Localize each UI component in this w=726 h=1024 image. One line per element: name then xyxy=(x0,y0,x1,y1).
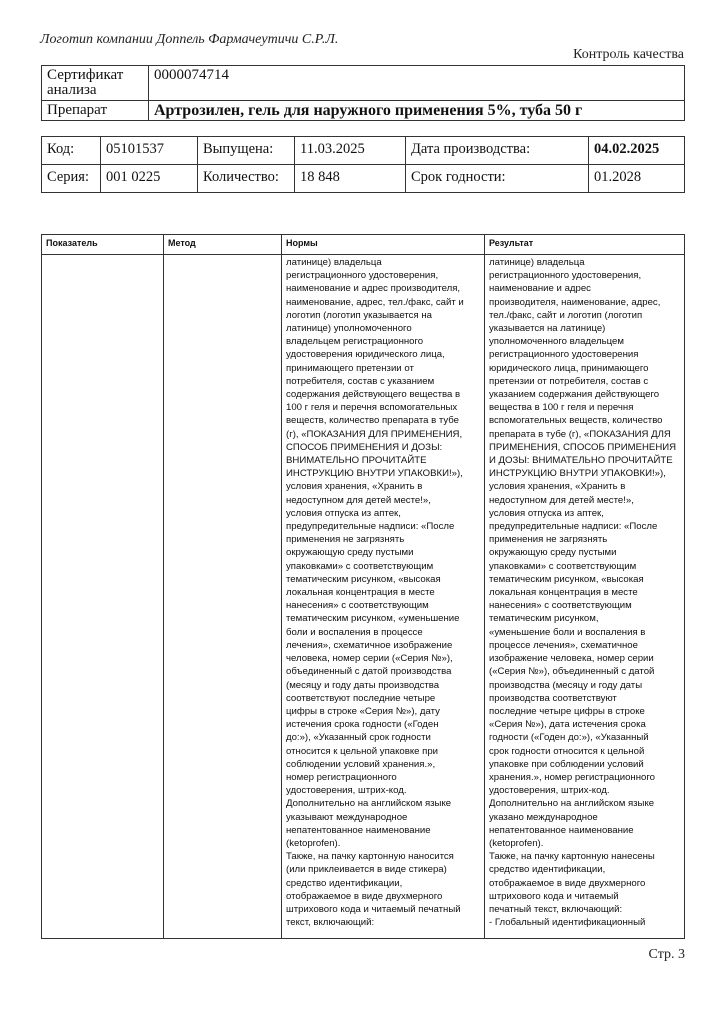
quality-control-label: Контроль качества xyxy=(573,47,684,62)
header-method: Метод xyxy=(164,235,282,255)
header-norms: Нормы xyxy=(282,235,485,255)
certificate-row xyxy=(42,66,685,101)
batch-info-table xyxy=(41,136,685,193)
quantity-value: 18 848 xyxy=(295,165,406,193)
certificate-number: 0000074714 xyxy=(149,66,685,101)
analysis-table xyxy=(41,234,685,939)
norms-cell: латиницe) владельца регистрационного удостоверения, наименование и адрес производителя, наименование, адрес, тел./факс, сайт и логотип (логотип указывается на латинице) уполномоченного владельцем регистрационного удостоверения юридического лица, принимающего претензии от потребителя, состав с указанием содержания действующего вещества в 100 г геля и перечня вспомогательных веществ, количество препарата в тубе (г), «ПОКАЗАНИЯ ДЛЯ ПРИМЕНЕНИЯ, СПОСОБ ПРИМЕНЕНИЯ И ДОЗЫ: ВНИМАТЕЛЬНО ПРОЧИТАЙТЕ ИНСТРУКЦИЮ ВНУТРИ УПАКОВКИ!»), условия хранения, «Хранить в недоступном для детей месте!», условия отпуска из аптек, предупредительные надписи: «После применения не загрязнять окружающую среду пустыми упаковками» с соответствующим тематическим рисунком, «высокая локальная концентрация в месте нанесения» с соответствующим тематическим рисунком, «уменьшение боли и воспаления в процессе лечения», схематичное изображение человека, номер серии («Серия №»), объединенный с датой производства (месяцу и году даты производства соответствуют последние четыре цифры в строке «Серия №»), дату истечения срока годности («Годен до:»), «Указанный срок годности относится к цельной упаковке при соблюдении условий хранения.», номер регистрационного удостоверения, штрих-код. Дополнительно на английском языке указывают международное непатентованное наименование (ketoprofen). Также, на пачку картонную наносится (или приклеивается в виде стикера) средство идентификации, отображаемое в виде двухмерного штрихового кода и читаемый печатный текст, включающий: xyxy=(282,255,485,939)
certificate-label: Сертификат анализа xyxy=(42,66,149,101)
method-cell xyxy=(164,255,282,939)
page-number: Стр. 3 xyxy=(648,947,685,962)
batch-row-1 xyxy=(42,137,685,165)
analysis-header-row xyxy=(42,235,685,255)
drug-row xyxy=(42,101,685,121)
company-logo-text: Логотип компании Доппель Фармачеутичи С.Р.Л. xyxy=(40,32,339,47)
production-date-value: 04.02.2025 xyxy=(589,137,685,165)
header-result: Результат xyxy=(485,235,685,255)
released-value: 11.03.2025 xyxy=(295,137,406,165)
drug-label: Препарат xyxy=(42,101,149,121)
result-cell: латинице) владельца регистрационного удостоверения, наименование и адрес производителя, наименование, адрес, тел./факс, сайт и логотип (логотип указывается на латинице) уполномоченного владельцем регистрационного удостоверения юридического лица, принимающего претензии от потребителя, состав с указанием содержания действующего вещества в 100 г геля и перечня вспомогательных веществ, количество препарата в тубе (г), «ПОКАЗАНИЯ ДЛЯ ПРИМЕНЕНИЯ, СПОСОБ ПРИМЕНЕНИЯ И ДОЗЫ: ВНИМАТЕЛЬНО ПРОЧИТАЙТЕ ИНСТРУКЦИЮ ВНУТРИ УПАКОВКИ!»), условия хранения, «Хранить в недоступном для детей месте!», условия отпуска из аптек, предупредительные надписи: «После применения не загрязнять окружающую среду пустыми упаковками» с соответствующим тематическим рисунком, «высокая локальная концентрация в месте нанесения» с соответствующим тематическим рисунком, «уменьшение боли и воспаления в процессе лечения», схематичное изображение человека, номер серии («Серия №»), объединенный с датой производства (месяцу и году даты производства соответствуют последние четыре цифры в строке «Серия №»), дата истечения срока годности («Годен до:»), «Указанный срок годности относится к цельной упаковке при соблюдении условий хранения.», номер регистрационного удостоверения, штрих-код. Дополнительно на английском языке указано международное непатентованное наименование (ketoprofen). Также, на пачку картонную нанесены средство идентификации, отображаемое в виде двухмерного штрихового кода и читаемый печатный текст, включающий: - Глобальный идентификационный xyxy=(485,255,685,939)
analysis-row xyxy=(42,255,685,939)
series-value: 001 0225 xyxy=(101,165,198,193)
certificate-table xyxy=(41,65,685,121)
drug-name: Артрозилен, гель для наружного применения 5%, туба 50 г xyxy=(149,101,685,121)
expiry-label: Срок годности: xyxy=(406,165,589,193)
code-value: 05101537 xyxy=(101,137,198,165)
header-indicator: Показатель xyxy=(42,235,164,255)
released-label: Выпущена: xyxy=(198,137,295,165)
indicator-cell xyxy=(42,255,164,939)
series-label: Серия: xyxy=(42,165,101,193)
quantity-label: Количество: xyxy=(198,165,295,193)
production-date-label: Дата производства: xyxy=(406,137,589,165)
batch-row-2 xyxy=(42,165,685,193)
expiry-value: 01.2028 xyxy=(589,165,685,193)
code-label: Код: xyxy=(42,137,101,165)
